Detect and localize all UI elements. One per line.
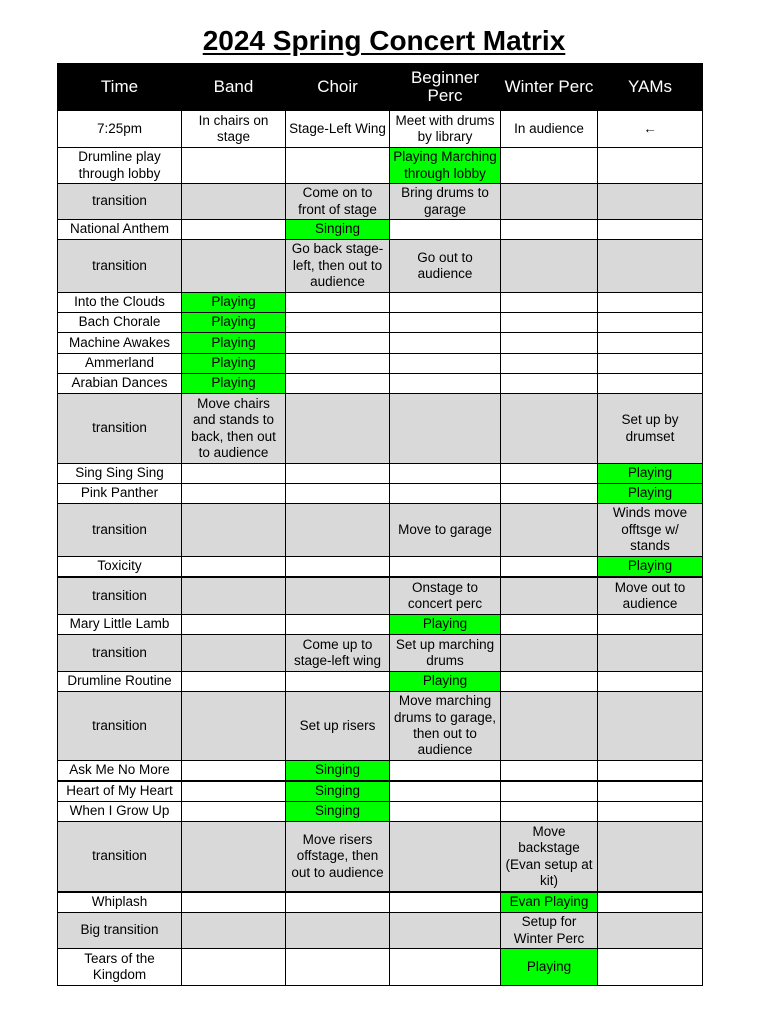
header-row bbox=[58, 64, 703, 111]
cell-band bbox=[182, 504, 286, 557]
cell-beginner-perc: Set up marching drums bbox=[390, 635, 501, 672]
cell-winter-perc bbox=[501, 148, 598, 184]
cell-winter-perc bbox=[501, 313, 598, 333]
cell-winter-perc bbox=[501, 240, 598, 293]
table-row bbox=[58, 148, 703, 184]
cell-winter-perc bbox=[501, 615, 598, 635]
cell-band bbox=[182, 240, 286, 293]
cell-winter-perc bbox=[501, 293, 598, 313]
cell-beginner-perc: Playing bbox=[390, 615, 501, 635]
cell-yams bbox=[598, 313, 703, 333]
table-row bbox=[58, 949, 703, 986]
cell-beginner-perc bbox=[390, 220, 501, 240]
cell-choir: Singing bbox=[286, 761, 390, 782]
cell-choir bbox=[286, 313, 390, 333]
table-row bbox=[58, 504, 703, 557]
cell-band bbox=[182, 949, 286, 986]
table-row bbox=[58, 615, 703, 635]
cell-choir: Set up risers bbox=[286, 692, 390, 761]
cell-choir bbox=[286, 504, 390, 557]
header-band: Band bbox=[182, 64, 286, 111]
cell-time: Ammerland bbox=[58, 354, 182, 374]
cell-yams bbox=[598, 949, 703, 986]
cell-beginner-perc bbox=[390, 822, 501, 893]
cell-beginner-perc: Onstage to concert perc bbox=[390, 577, 501, 615]
cell-yams bbox=[598, 822, 703, 893]
concert-matrix-table bbox=[57, 63, 703, 986]
cell-choir bbox=[286, 354, 390, 374]
cell-beginner-perc bbox=[390, 781, 501, 802]
cell-choir bbox=[286, 148, 390, 184]
cell-winter-perc bbox=[501, 672, 598, 692]
cell-band bbox=[182, 220, 286, 240]
table-row bbox=[58, 354, 703, 374]
cell-time: Heart of My Heart bbox=[58, 781, 182, 802]
cell-choir bbox=[286, 557, 390, 578]
cell-yams: ← bbox=[598, 111, 703, 148]
table-row bbox=[58, 761, 703, 782]
table-row bbox=[58, 313, 703, 333]
cell-time: When I Grow Up bbox=[58, 802, 182, 822]
cell-winter-perc: Evan Playing bbox=[501, 892, 598, 913]
cell-yams: Playing bbox=[598, 464, 703, 484]
cell-winter-perc bbox=[501, 184, 598, 220]
cell-band: Playing bbox=[182, 313, 286, 333]
cell-time: Drumline Routine bbox=[58, 672, 182, 692]
cell-yams bbox=[598, 374, 703, 394]
cell-yams bbox=[598, 220, 703, 240]
table-row bbox=[58, 374, 703, 394]
page-title: 2024 Spring Concert Matrix bbox=[202, 25, 566, 56]
cell-yams bbox=[598, 354, 703, 374]
header-beginner-perc: Beginner Perc bbox=[390, 64, 501, 111]
cell-yams bbox=[598, 913, 703, 949]
table-row bbox=[58, 781, 703, 802]
cell-choir bbox=[286, 949, 390, 986]
cell-time: transition bbox=[58, 577, 182, 615]
cell-winter-perc bbox=[501, 802, 598, 822]
cell-band: Playing bbox=[182, 293, 286, 313]
cell-winter-perc bbox=[501, 781, 598, 802]
table-row bbox=[58, 111, 703, 148]
table-row bbox=[58, 577, 703, 615]
table-row bbox=[58, 484, 703, 504]
cell-winter-perc bbox=[501, 374, 598, 394]
cell-yams bbox=[598, 635, 703, 672]
table-row bbox=[58, 892, 703, 913]
table-row bbox=[58, 557, 703, 578]
cell-beginner-perc: Meet with drums by library bbox=[390, 111, 501, 148]
cell-beginner-perc bbox=[390, 333, 501, 354]
cell-winter-perc: Setup for Winter Perc bbox=[501, 913, 598, 949]
cell-band bbox=[182, 615, 286, 635]
cell-time: Into the Clouds bbox=[58, 293, 182, 313]
cell-time: Ask Me No More bbox=[58, 761, 182, 782]
header-time: Time bbox=[58, 64, 182, 111]
cell-yams: Winds move offtsge w/ stands bbox=[598, 504, 703, 557]
cell-time: Arabian Dances bbox=[58, 374, 182, 394]
cell-band bbox=[182, 484, 286, 504]
header-winter-perc: Winter Perc bbox=[501, 64, 598, 111]
cell-beginner-perc bbox=[390, 557, 501, 578]
cell-winter-perc bbox=[501, 577, 598, 615]
cell-time: Machine Awakes bbox=[58, 333, 182, 354]
cell-winter-perc bbox=[501, 484, 598, 504]
cell-choir bbox=[286, 333, 390, 354]
cell-band: Playing bbox=[182, 354, 286, 374]
cell-yams: Move out to audience bbox=[598, 577, 703, 615]
cell-winter-perc: Playing bbox=[501, 949, 598, 986]
matrix-body bbox=[58, 111, 703, 986]
cell-choir bbox=[286, 464, 390, 484]
table-row bbox=[58, 822, 703, 893]
table-row bbox=[58, 802, 703, 822]
cell-winter-perc bbox=[501, 761, 598, 782]
cell-band: In chairs on stage bbox=[182, 111, 286, 148]
cell-beginner-perc bbox=[390, 913, 501, 949]
cell-band bbox=[182, 892, 286, 913]
cell-band: Move chairs and stands to back, then out to audience bbox=[182, 394, 286, 464]
table-row bbox=[58, 184, 703, 220]
cell-band bbox=[182, 761, 286, 782]
cell-winter-perc: Move backstage (Evan setup at kit) bbox=[501, 822, 598, 893]
cell-yams bbox=[598, 148, 703, 184]
cell-time: Mary Little Lamb bbox=[58, 615, 182, 635]
cell-choir bbox=[286, 892, 390, 913]
cell-choir bbox=[286, 394, 390, 464]
cell-yams bbox=[598, 333, 703, 354]
cell-band bbox=[182, 802, 286, 822]
cell-time: Big transition bbox=[58, 913, 182, 949]
cell-time: transition bbox=[58, 822, 182, 893]
table-row bbox=[58, 635, 703, 672]
cell-winter-perc bbox=[501, 464, 598, 484]
cell-winter-perc bbox=[501, 333, 598, 354]
cell-choir: Singing bbox=[286, 781, 390, 802]
cell-band: Playing bbox=[182, 333, 286, 354]
cell-beginner-perc bbox=[390, 464, 501, 484]
cell-time: Sing Sing Sing bbox=[58, 464, 182, 484]
cell-winter-perc bbox=[501, 504, 598, 557]
header-yams: YAMs bbox=[598, 64, 703, 111]
cell-winter-perc bbox=[501, 394, 598, 464]
cell-choir: Come up to stage-left wing bbox=[286, 635, 390, 672]
cell-yams bbox=[598, 761, 703, 782]
cell-yams bbox=[598, 692, 703, 761]
cell-beginner-perc bbox=[390, 394, 501, 464]
cell-beginner-perc bbox=[390, 354, 501, 374]
cell-beginner-perc bbox=[390, 484, 501, 504]
cell-band bbox=[182, 822, 286, 893]
cell-band bbox=[182, 672, 286, 692]
cell-beginner-perc: Bring drums to garage bbox=[390, 184, 501, 220]
cell-time: transition bbox=[58, 692, 182, 761]
cell-time: transition bbox=[58, 394, 182, 464]
cell-band bbox=[182, 577, 286, 615]
cell-beginner-perc bbox=[390, 313, 501, 333]
cell-choir: Singing bbox=[286, 220, 390, 240]
cell-choir bbox=[286, 374, 390, 394]
cell-band bbox=[182, 557, 286, 578]
cell-yams: Playing bbox=[598, 557, 703, 578]
cell-choir bbox=[286, 293, 390, 313]
table-row bbox=[58, 333, 703, 354]
cell-winter-perc bbox=[501, 692, 598, 761]
cell-band bbox=[182, 781, 286, 802]
cell-winter-perc: In audience bbox=[501, 111, 598, 148]
cell-winter-perc bbox=[501, 220, 598, 240]
cell-time: 7:25pm bbox=[58, 111, 182, 148]
cell-time: Toxicity bbox=[58, 557, 182, 578]
cell-choir: Stage-Left Wing bbox=[286, 111, 390, 148]
cell-time: transition bbox=[58, 184, 182, 220]
cell-time: Pink Panther bbox=[58, 484, 182, 504]
table-row bbox=[58, 692, 703, 761]
cell-band bbox=[182, 464, 286, 484]
cell-band: Playing bbox=[182, 374, 286, 394]
cell-choir: Come on to front of stage bbox=[286, 184, 390, 220]
cell-beginner-perc bbox=[390, 293, 501, 313]
cell-time: Whiplash bbox=[58, 892, 182, 913]
cell-yams bbox=[598, 240, 703, 293]
cell-time: Drumline play through lobby bbox=[58, 148, 182, 184]
cell-yams bbox=[598, 615, 703, 635]
cell-choir: Move risers offstage, then out to audience bbox=[286, 822, 390, 893]
cell-choir: Go back stage-left, then out to audience bbox=[286, 240, 390, 293]
cell-winter-perc bbox=[501, 557, 598, 578]
cell-yams bbox=[598, 293, 703, 313]
table-row bbox=[58, 293, 703, 313]
cell-beginner-perc: Playing Marching through lobby bbox=[390, 148, 501, 184]
cell-beginner-perc: Go out to audience bbox=[390, 240, 501, 293]
cell-beginner-perc bbox=[390, 892, 501, 913]
cell-yams bbox=[598, 781, 703, 802]
cell-yams bbox=[598, 802, 703, 822]
cell-band bbox=[182, 148, 286, 184]
cell-choir bbox=[286, 615, 390, 635]
cell-time: National Anthem bbox=[58, 220, 182, 240]
cell-yams: Set up by drumset bbox=[598, 394, 703, 464]
cell-beginner-perc: Playing bbox=[390, 672, 501, 692]
cell-time: Bach Chorale bbox=[58, 313, 182, 333]
table-row bbox=[58, 913, 703, 949]
cell-yams bbox=[598, 892, 703, 913]
cell-choir bbox=[286, 577, 390, 615]
cell-beginner-perc: Move to garage bbox=[390, 504, 501, 557]
cell-time: transition bbox=[58, 635, 182, 672]
cell-band bbox=[182, 184, 286, 220]
cell-choir bbox=[286, 672, 390, 692]
cell-beginner-perc bbox=[390, 802, 501, 822]
cell-band bbox=[182, 913, 286, 949]
cell-yams bbox=[598, 672, 703, 692]
cell-choir: Singing bbox=[286, 802, 390, 822]
cell-band bbox=[182, 692, 286, 761]
cell-winter-perc bbox=[501, 635, 598, 672]
cell-beginner-perc bbox=[390, 761, 501, 782]
header-choir: Choir bbox=[286, 64, 390, 111]
table-row bbox=[58, 672, 703, 692]
cell-yams bbox=[598, 184, 703, 220]
cell-choir bbox=[286, 913, 390, 949]
table-row bbox=[58, 240, 703, 293]
cell-beginner-perc: Move marching drums to garage, then out to audience bbox=[390, 692, 501, 761]
cell-beginner-perc bbox=[390, 374, 501, 394]
table-row bbox=[58, 220, 703, 240]
cell-choir bbox=[286, 484, 390, 504]
table-row bbox=[58, 394, 703, 464]
cell-beginner-perc bbox=[390, 949, 501, 986]
cell-yams: Playing bbox=[598, 484, 703, 504]
cell-band bbox=[182, 635, 286, 672]
cell-time: transition bbox=[58, 240, 182, 293]
cell-time: Tears of the Kingdom bbox=[58, 949, 182, 986]
cell-time: transition bbox=[58, 504, 182, 557]
table-row bbox=[58, 464, 703, 484]
cell-winter-perc bbox=[501, 354, 598, 374]
